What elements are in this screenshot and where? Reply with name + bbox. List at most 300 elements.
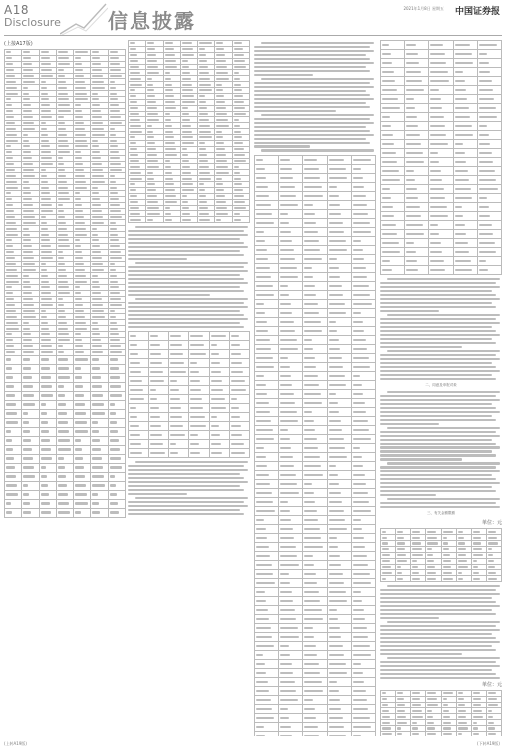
cell-text-placeholder	[256, 159, 263, 161]
cell-text-placeholder	[382, 716, 390, 718]
cell-text-placeholder	[23, 457, 33, 459]
table-cell	[327, 443, 351, 452]
cell-text-placeholder	[41, 421, 49, 423]
cell-text-placeholder	[412, 531, 419, 533]
cell-text-placeholder	[147, 42, 154, 44]
table-cell	[405, 86, 429, 95]
cell-text-placeholder	[110, 110, 120, 112]
table-cell	[327, 479, 351, 488]
cell-text-placeholder	[170, 443, 176, 445]
cell-text-placeholder	[231, 389, 246, 391]
cell-text-placeholder	[479, 179, 496, 181]
table-cell	[426, 731, 441, 736]
cell-text-placeholder	[23, 216, 34, 218]
table-cell	[56, 454, 73, 463]
table-cell	[74, 490, 91, 499]
cell-text-placeholder	[130, 201, 138, 203]
table-cell	[351, 515, 375, 524]
cell-text-placeholder	[256, 618, 269, 620]
table-cell	[91, 472, 108, 481]
cell-text-placeholder	[427, 560, 434, 562]
cell-text-placeholder	[199, 72, 209, 74]
cell-text-placeholder	[165, 195, 176, 197]
table-cell	[279, 731, 303, 736]
table-cell	[303, 443, 327, 452]
table-cell	[209, 430, 229, 439]
cell-text-placeholder	[304, 375, 318, 377]
cell-text-placeholder	[458, 692, 463, 694]
table-cell	[405, 248, 429, 257]
cell-text-placeholder	[234, 195, 245, 197]
cell-text-placeholder	[231, 416, 240, 418]
cell-text-placeholder	[412, 578, 420, 580]
table-cell	[303, 335, 327, 344]
table-cell	[429, 77, 453, 86]
cell-text-placeholder	[397, 537, 404, 539]
table-row	[129, 421, 250, 430]
text-line-placeholder	[128, 254, 244, 256]
cell-text-placeholder	[41, 263, 46, 265]
cell-text-placeholder	[280, 240, 292, 242]
cell-text-placeholder	[150, 407, 158, 409]
text-line-placeholder	[380, 605, 500, 607]
cell-text-placeholder	[479, 98, 495, 100]
table-cell	[327, 362, 351, 371]
text-line-placeholder	[128, 230, 244, 232]
cell-text-placeholder	[165, 119, 171, 121]
table-cell	[405, 41, 429, 50]
cell-text-placeholder	[92, 269, 104, 271]
text-line-placeholder	[387, 350, 499, 352]
table-row	[255, 254, 376, 263]
cell-text-placeholder	[280, 294, 289, 296]
cell-text-placeholder	[353, 591, 361, 593]
cell-text-placeholder	[412, 566, 418, 568]
cell-text-placeholder	[41, 75, 54, 77]
cell-text-placeholder	[256, 519, 264, 521]
cell-text-placeholder	[165, 113, 170, 115]
cell-text-placeholder	[329, 258, 338, 260]
table-cell	[351, 524, 375, 533]
table-cell	[279, 632, 303, 641]
cell-text-placeholder	[92, 292, 100, 294]
table-cell	[405, 77, 429, 86]
table-cell	[303, 596, 327, 605]
table-cell	[255, 398, 279, 407]
cell-text-placeholder	[430, 152, 437, 154]
cell-text-placeholder	[23, 484, 28, 486]
cell-text-placeholder	[75, 116, 83, 118]
text-line-placeholder	[128, 489, 244, 491]
cell-text-placeholder	[92, 457, 102, 459]
table-cell	[74, 382, 91, 391]
cell-text-placeholder	[6, 275, 18, 277]
cell-text-placeholder	[256, 537, 267, 539]
table-cell	[327, 254, 351, 263]
table-cell	[22, 355, 39, 364]
cell-text-placeholder	[353, 231, 372, 233]
table-cell	[169, 448, 189, 457]
table-cell	[351, 353, 375, 362]
cell-text-placeholder	[216, 207, 227, 209]
table-cell	[381, 50, 405, 59]
cell-text-placeholder	[165, 54, 176, 56]
cell-text-placeholder	[182, 219, 191, 221]
cell-text-placeholder	[182, 131, 192, 133]
table-cell	[209, 385, 229, 394]
table-cell	[453, 41, 477, 50]
cell-text-placeholder	[165, 148, 176, 150]
table-cell	[255, 632, 279, 641]
table-cell	[453, 77, 477, 86]
cell-text-placeholder	[182, 113, 189, 115]
table-cell	[39, 355, 56, 364]
table-cell	[429, 185, 453, 194]
table-cell	[255, 245, 279, 254]
table-row	[5, 355, 126, 364]
table-cell	[279, 587, 303, 596]
cell-text-placeholder	[6, 263, 16, 265]
text-line-placeholder	[387, 621, 499, 623]
cell-text-placeholder	[92, 304, 102, 306]
cell-text-placeholder	[199, 125, 210, 127]
cell-text-placeholder	[397, 692, 403, 694]
table-cell	[279, 407, 303, 416]
text-line-placeholder	[128, 322, 240, 324]
table-cell	[279, 155, 303, 164]
table-cell	[351, 218, 375, 227]
cell-text-placeholder	[170, 452, 177, 454]
cell-text-placeholder	[280, 330, 295, 332]
cell-text-placeholder	[479, 71, 490, 73]
text-line-placeholder	[128, 294, 210, 296]
table-row	[255, 524, 376, 533]
cell-text-placeholder	[92, 345, 101, 347]
cell-text-placeholder	[353, 375, 360, 377]
cell-text-placeholder	[256, 672, 266, 674]
cell-text-placeholder	[41, 257, 53, 259]
cell-text-placeholder	[41, 251, 52, 253]
table-cell	[108, 391, 125, 400]
cell-text-placeholder	[329, 492, 341, 494]
cell-text-placeholder	[75, 151, 81, 153]
cell-text-placeholder	[182, 142, 194, 144]
text-line-placeholder	[380, 435, 500, 437]
table-cell	[303, 623, 327, 632]
cell-text-placeholder	[412, 710, 422, 712]
cell-text-placeholder	[430, 269, 445, 271]
text-line-placeholder	[254, 138, 366, 140]
table-cell	[91, 508, 108, 517]
table-cell	[129, 217, 146, 223]
cell-text-placeholder	[256, 213, 272, 215]
cell-text-placeholder	[256, 222, 274, 224]
table-row	[255, 335, 376, 344]
text-line-placeholder	[380, 645, 492, 647]
cell-text-placeholder	[397, 578, 403, 580]
cell-text-placeholder	[329, 636, 342, 638]
table-cell	[405, 230, 429, 239]
cell-text-placeholder	[58, 439, 70, 441]
cell-text-placeholder	[58, 181, 67, 183]
cell-text-placeholder	[75, 257, 83, 259]
cell-text-placeholder	[406, 251, 415, 253]
table-cell	[486, 731, 501, 736]
cell-text-placeholder	[110, 93, 117, 95]
table-cell	[108, 436, 125, 445]
cell-text-placeholder	[6, 151, 12, 153]
table-cell	[279, 173, 303, 182]
cell-text-placeholder	[23, 251, 32, 253]
cell-text-placeholder	[280, 159, 290, 161]
cell-text-placeholder	[427, 698, 437, 700]
table-cell	[477, 41, 501, 50]
table-cell	[39, 463, 56, 472]
cell-text-placeholder	[304, 231, 317, 233]
text-line-placeholder	[254, 98, 374, 100]
cell-text-placeholder	[150, 389, 156, 391]
table-cell	[303, 578, 327, 587]
table-cell	[351, 497, 375, 506]
cell-text-placeholder	[130, 66, 139, 68]
table-cell	[327, 470, 351, 479]
cell-text-placeholder	[304, 618, 323, 620]
cell-text-placeholder	[23, 358, 30, 360]
cell-text-placeholder	[165, 95, 175, 97]
cell-text-placeholder	[234, 160, 247, 162]
cell-text-placeholder	[92, 163, 102, 165]
cell-text-placeholder	[412, 704, 421, 706]
cell-text-placeholder	[216, 84, 222, 86]
cell-text-placeholder	[58, 140, 68, 142]
cell-text-placeholder	[23, 281, 30, 283]
cell-text-placeholder	[329, 546, 339, 548]
table-cell	[327, 641, 351, 650]
cell-text-placeholder	[190, 407, 203, 409]
cell-text-placeholder	[443, 537, 448, 539]
cell-text-placeholder	[353, 465, 364, 467]
cell-text-placeholder	[458, 716, 467, 718]
table-row	[381, 104, 502, 113]
cell-text-placeholder	[216, 78, 228, 80]
table-cell	[381, 59, 405, 68]
text-line-placeholder	[380, 593, 500, 595]
table-cell	[74, 454, 91, 463]
cell-text-placeholder	[280, 276, 298, 278]
cell-text-placeholder	[256, 294, 274, 296]
cell-text-placeholder	[256, 438, 274, 440]
table-cell	[255, 587, 279, 596]
cell-text-placeholder	[304, 447, 318, 449]
text-line-placeholder	[380, 411, 500, 413]
table-cell	[405, 104, 429, 113]
table-cell	[255, 623, 279, 632]
cell-text-placeholder	[199, 66, 208, 68]
table-row	[5, 427, 126, 436]
table-row	[5, 373, 126, 382]
cell-text-placeholder	[329, 582, 344, 584]
cell-text-placeholder	[443, 692, 454, 694]
table-cell	[405, 203, 429, 212]
cell-text-placeholder	[479, 62, 489, 64]
table-cell	[381, 167, 405, 176]
table-cell	[279, 389, 303, 398]
table-cell	[405, 167, 429, 176]
cell-text-placeholder	[199, 84, 211, 86]
cell-text-placeholder	[170, 380, 177, 382]
table-cell	[22, 373, 39, 382]
table-cell	[327, 434, 351, 443]
cell-text-placeholder	[280, 204, 298, 206]
table-cell	[303, 164, 327, 173]
table-cell	[303, 434, 327, 443]
cell-text-placeholder	[41, 116, 53, 118]
cell-text-placeholder	[6, 339, 13, 341]
cell-text-placeholder	[479, 143, 490, 145]
cell-text-placeholder	[199, 113, 208, 115]
body-text-block-3	[254, 42, 376, 152]
table-cell	[255, 317, 279, 326]
cell-text-placeholder	[110, 98, 118, 100]
text-line-placeholder	[387, 657, 499, 659]
text-line-placeholder	[380, 506, 500, 508]
text-line-placeholder	[380, 403, 492, 405]
table-cell	[149, 340, 169, 349]
cell-text-placeholder	[353, 726, 372, 728]
table-row	[381, 239, 502, 248]
cell-text-placeholder	[329, 510, 344, 512]
table-cell	[279, 542, 303, 551]
cell-text-placeholder	[329, 204, 340, 206]
table-cell	[327, 200, 351, 209]
table-cell	[255, 425, 279, 434]
cell-text-placeholder	[211, 380, 222, 382]
cell-text-placeholder	[455, 116, 471, 118]
cell-text-placeholder	[147, 172, 152, 174]
cell-text-placeholder	[455, 80, 465, 82]
cell-text-placeholder	[23, 81, 35, 83]
table-row	[255, 452, 376, 461]
cell-text-placeholder	[382, 692, 386, 694]
table-cell	[108, 373, 125, 382]
cell-text-placeholder	[382, 733, 392, 735]
cell-text-placeholder	[280, 321, 294, 323]
cell-text-placeholder	[256, 429, 273, 431]
table-cell	[477, 239, 501, 248]
cell-text-placeholder	[479, 53, 487, 55]
cell-text-placeholder	[412, 733, 419, 735]
cell-text-placeholder	[256, 384, 266, 386]
cell-text-placeholder	[110, 333, 119, 335]
cell-text-placeholder	[41, 292, 51, 294]
table-cell	[279, 479, 303, 488]
cell-text-placeholder	[58, 269, 66, 271]
cell-text-placeholder	[199, 107, 207, 109]
cell-text-placeholder	[92, 134, 105, 136]
table-cell	[74, 472, 91, 481]
cell-text-placeholder	[75, 275, 86, 277]
table-row	[5, 445, 126, 454]
cell-text-placeholder	[304, 636, 314, 638]
cell-text-placeholder	[430, 170, 440, 172]
cell-text-placeholder	[75, 87, 86, 89]
table-cell	[255, 281, 279, 290]
cell-text-placeholder	[41, 234, 49, 236]
cell-text-placeholder	[216, 160, 227, 162]
cell-text-placeholder	[23, 466, 34, 468]
cell-text-placeholder	[488, 531, 497, 533]
cell-text-placeholder	[58, 328, 68, 330]
cell-text-placeholder	[329, 600, 347, 602]
cell-text-placeholder	[58, 216, 65, 218]
cell-text-placeholder	[92, 298, 101, 300]
table-row	[381, 158, 502, 167]
text-line-placeholder	[380, 395, 496, 397]
cell-text-placeholder	[479, 260, 486, 262]
table-cell	[381, 248, 405, 257]
table-cell	[229, 403, 249, 412]
cell-text-placeholder	[304, 204, 313, 206]
cell-text-placeholder	[455, 260, 471, 262]
table-cell	[5, 508, 22, 517]
cell-text-placeholder	[6, 216, 15, 218]
table-row	[255, 542, 376, 551]
table-cell	[149, 376, 169, 385]
cell-text-placeholder	[75, 51, 87, 53]
cell-text-placeholder	[58, 475, 66, 477]
cell-text-placeholder	[75, 484, 86, 486]
table-cell	[209, 394, 229, 403]
table-cell	[91, 490, 108, 499]
cell-text-placeholder	[256, 456, 266, 458]
cell-text-placeholder	[304, 501, 315, 503]
cell-text-placeholder	[382, 143, 394, 145]
cell-text-placeholder	[304, 186, 321, 188]
table-cell	[303, 479, 327, 488]
text-line-placeholder	[380, 366, 496, 368]
cell-text-placeholder	[23, 228, 28, 230]
text-line-placeholder	[254, 74, 313, 76]
table-cell	[429, 176, 453, 185]
table-cell	[255, 263, 279, 272]
cell-text-placeholder	[6, 502, 11, 504]
cell-text-placeholder	[280, 249, 293, 251]
table-cell	[108, 508, 125, 517]
cell-text-placeholder	[165, 154, 177, 156]
cell-text-placeholder	[75, 292, 81, 294]
cell-text-placeholder	[92, 98, 99, 100]
cell-text-placeholder	[430, 179, 442, 181]
cell-text-placeholder	[75, 192, 80, 194]
cell-text-placeholder	[353, 366, 371, 368]
table-cell	[5, 427, 22, 436]
table-row	[381, 221, 502, 230]
cell-text-placeholder	[170, 389, 178, 391]
table-cell	[255, 722, 279, 731]
cell-text-placeholder	[455, 215, 464, 217]
cell-text-placeholder	[234, 60, 245, 62]
cell-text-placeholder	[182, 42, 193, 44]
cell-text-placeholder	[6, 210, 14, 212]
cell-text-placeholder	[382, 116, 390, 118]
cell-text-placeholder	[199, 101, 206, 103]
cell-text-placeholder	[110, 351, 122, 353]
table-cell	[22, 436, 39, 445]
cell-text-placeholder	[110, 358, 118, 360]
text-line-placeholder	[380, 399, 500, 401]
table-row	[255, 425, 376, 434]
table-cell	[279, 362, 303, 371]
